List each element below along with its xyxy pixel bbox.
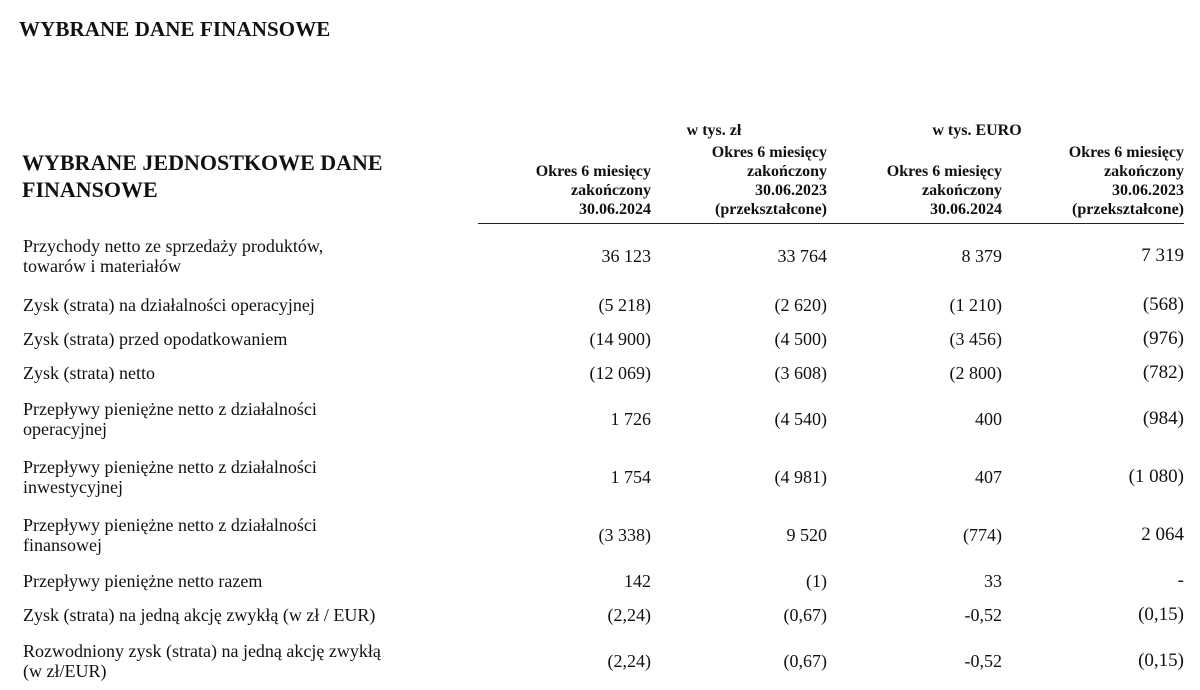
- period-line: zakończony: [1104, 163, 1184, 180]
- value-cell: (12 069): [589, 362, 651, 383]
- row-label: Zysk (strata) netto: [23, 362, 155, 383]
- row-label-line: Przepływy pieniężne netto z działalności: [23, 514, 317, 535]
- row-label-line: towarów i materiałów: [23, 255, 181, 276]
- value-cell: 142: [624, 570, 651, 591]
- table-row: [12, 448, 1184, 506]
- row-label: Przepływy pieniężne netto razem: [23, 570, 263, 591]
- value-cell: (774): [963, 524, 1002, 545]
- row-label: [12, 390, 478, 448]
- period-line: zakończony: [922, 182, 1002, 199]
- row-label: Zysk (strata) przed opodatkowaniem: [23, 328, 288, 349]
- value-cell: (976): [1142, 327, 1184, 349]
- value-cell: -0,52: [964, 604, 1002, 625]
- value-cell: (1 080): [1128, 465, 1184, 487]
- row-label: [12, 506, 478, 564]
- table-row: [12, 564, 1184, 598]
- value-cell: (1): [806, 570, 827, 591]
- row-label-line: (w zł/EUR): [23, 660, 107, 681]
- value-cell: 1 754: [610, 466, 651, 487]
- section-heading: WYBRANE JEDNOSTKOWE DANE FINANSOWE: [22, 150, 383, 203]
- value-cell: 400: [975, 408, 1002, 429]
- value-cell: (782): [1142, 361, 1184, 383]
- period-line: Okres 6 miesięcy: [886, 163, 1002, 180]
- row-label-line: operacyjnej: [23, 418, 107, 439]
- period-line: Okres 6 miesięcy: [1068, 144, 1184, 161]
- value-cell: 1 726: [610, 408, 651, 429]
- value-cell: 7 319: [1141, 244, 1184, 266]
- row-label: [12, 448, 478, 506]
- row-label: [12, 224, 478, 288]
- value-cell: (1 210): [949, 294, 1002, 315]
- row-label-line: Przychody netto ze sprzedaży produktów,: [23, 235, 324, 256]
- row-label-line: Rozwodniony zysk (strata) na jedną akcję zwykłą: [23, 640, 381, 661]
- period-line: 30.06.2023: [755, 182, 827, 199]
- table-row: [12, 390, 1184, 448]
- period-header-eur-2024: [830, 143, 1005, 224]
- value-cell: (984): [1142, 407, 1184, 429]
- value-cell: 33: [984, 570, 1002, 591]
- period-line: zakończony: [571, 182, 651, 199]
- table-row: [12, 288, 1184, 322]
- period-line: zakończony: [747, 163, 827, 180]
- row-label-line: Przepływy pieniężne netto z działalności: [23, 398, 317, 419]
- period-header-eur-2023: [1005, 143, 1184, 224]
- value-cell: -: [1177, 569, 1184, 591]
- period-line: Okres 6 miesięcy: [535, 163, 651, 180]
- period-line: (przekształcone): [715, 201, 827, 218]
- value-cell: (2 620): [774, 294, 827, 315]
- value-cell: 36 123: [601, 245, 651, 266]
- value-cell: (568): [1142, 293, 1184, 315]
- value-cell: (0,67): [783, 604, 827, 625]
- value-cell: (3 608): [774, 362, 827, 383]
- table-row: [12, 632, 1184, 690]
- value-cell: 33 764: [777, 245, 827, 266]
- value-cell: (14 900): [589, 328, 651, 349]
- value-cell: (0,67): [783, 650, 827, 671]
- period-line: 30.06.2024: [930, 201, 1002, 218]
- value-cell: (2 800): [949, 362, 1002, 383]
- value-cell: (5 218): [598, 294, 651, 315]
- value-cell: (3 338): [598, 524, 651, 545]
- value-cell: (2,24): [607, 604, 651, 625]
- period-line: 30.06.2024: [579, 201, 651, 218]
- value-cell: 8 379: [961, 245, 1002, 266]
- value-cell: (0,15): [1138, 649, 1184, 671]
- value-cell: 2 064: [1141, 523, 1184, 545]
- financial-data-table: [12, 110, 1184, 690]
- table-row: [12, 356, 1184, 390]
- value-cell: (3 456): [949, 328, 1002, 349]
- period-header-row: [12, 143, 1184, 224]
- table-row: [12, 224, 1184, 288]
- row-label: Zysk (strata) na działalności operacyjnej: [23, 294, 315, 315]
- currency-group-eur: w tys. EURO: [932, 122, 1022, 139]
- value-cell: 407: [975, 466, 1002, 487]
- period-header-pln-2023: [654, 143, 830, 224]
- table-row: [12, 598, 1184, 632]
- currency-group-pln: w tys. zł: [686, 122, 742, 139]
- value-cell: 9 520: [786, 524, 827, 545]
- row-label: [12, 632, 478, 690]
- table-row: [12, 322, 1184, 356]
- period-line: 30.06.2023: [1112, 182, 1184, 199]
- value-cell: (4 540): [774, 408, 827, 429]
- empty-corner-cell: [12, 110, 478, 143]
- row-label-line: finansowej: [23, 534, 102, 555]
- period-line: (przekształcone): [1072, 201, 1184, 218]
- period-header-pln-2024: [478, 143, 654, 224]
- value-cell: (2,24): [607, 650, 651, 671]
- row-label-line: inwestycyjnej: [23, 476, 123, 497]
- value-cell: (0,15): [1138, 603, 1184, 625]
- value-cell: (4 500): [774, 328, 827, 349]
- currency-header-row: [12, 110, 1184, 143]
- value-cell: -0,52: [964, 650, 1002, 671]
- table-row: [12, 506, 1184, 564]
- value-cell: (4 981): [774, 466, 827, 487]
- row-label: Zysk (strata) na jedną akcję zwykłą (w zł / EUR): [23, 604, 376, 625]
- page-title: WYBRANE DANE FINANSOWE: [19, 17, 331, 41]
- row-label-line: Przepływy pieniężne netto z działalności: [23, 456, 317, 477]
- period-line: Okres 6 miesięcy: [711, 144, 827, 161]
